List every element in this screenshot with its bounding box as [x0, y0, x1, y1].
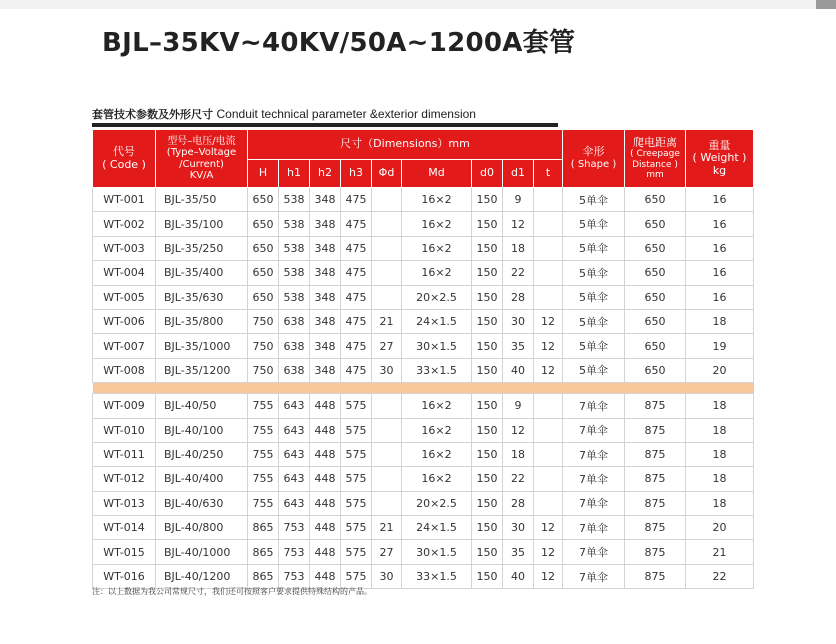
table-cell: 475: [341, 212, 372, 236]
table-cell: 448: [310, 418, 341, 442]
table-cell: 5单伞: [563, 358, 625, 382]
table-cell: 20×2.5: [402, 285, 472, 309]
table-cell: 475: [341, 285, 372, 309]
table-cell: BJL-35/630: [156, 285, 248, 309]
table-cell: BJL-35/400: [156, 261, 248, 285]
table-cell: [534, 418, 563, 442]
table-cell: 22: [686, 564, 754, 588]
table-cell: 30×1.5: [402, 334, 472, 358]
header-code: [93, 130, 156, 188]
table-cell: BJL-35/50: [156, 188, 248, 212]
table-cell: 150: [472, 261, 503, 285]
table-cell: 538: [279, 261, 310, 285]
table-cell: 650: [625, 236, 686, 260]
table-cell: BJL-40/50: [156, 394, 248, 418]
table-cell: 150: [472, 564, 503, 588]
table-cell: 150: [472, 540, 503, 564]
header-model-unit: KV/A: [189, 170, 214, 181]
table-cell: 150: [472, 491, 503, 515]
table-cell: 18: [503, 442, 534, 466]
table-cell: 19: [686, 334, 754, 358]
page-title: BJL–35KV~40KV/50A~1200A套管: [102, 28, 576, 58]
section-heading-cn: 套管技术参数及外形尺寸: [92, 108, 213, 121]
table-cell: 21: [686, 540, 754, 564]
table-cell: 865: [248, 516, 279, 540]
table-cell: 16×2: [402, 236, 472, 260]
table-cell: 475: [341, 236, 372, 260]
table-cell: WT-001: [93, 188, 156, 212]
table-cell: 150: [472, 358, 503, 382]
table-cell: BJL-40/800: [156, 516, 248, 540]
group-separator: [93, 383, 754, 394]
table-cell: 7单伞: [563, 394, 625, 418]
table-cell: 24×1.5: [402, 309, 472, 333]
header-creepage: [625, 130, 686, 188]
header-creepage-cn: 爬电距离: [633, 135, 677, 149]
header-code-cn: 代号: [113, 144, 135, 158]
table-cell: 30: [503, 309, 534, 333]
table-cell: 12: [534, 540, 563, 564]
table-cell: 865: [248, 540, 279, 564]
table-cell: 575: [341, 516, 372, 540]
table-row: [93, 358, 754, 382]
table-cell: 30: [372, 564, 402, 588]
table-cell: 875: [625, 516, 686, 540]
table-cell: 638: [279, 334, 310, 358]
table-row: [93, 467, 754, 491]
table-cell: 5单伞: [563, 261, 625, 285]
table-cell: 18: [686, 418, 754, 442]
table-cell: 755: [248, 418, 279, 442]
table-cell: WT-005: [93, 285, 156, 309]
table-cell: [534, 442, 563, 466]
table-cell: 30×1.5: [402, 540, 472, 564]
table-row: [93, 261, 754, 285]
section-heading: [92, 106, 476, 122]
table-cell: 12: [534, 334, 563, 358]
header-weight-cn: 重量: [708, 138, 731, 152]
table-cell: [534, 188, 563, 212]
header-md: Md: [402, 160, 472, 188]
table-cell: 750: [248, 309, 279, 333]
table-cell: 18: [686, 491, 754, 515]
header-d1: d1: [503, 160, 534, 188]
table-cell: 448: [310, 467, 341, 491]
table-cell: 12: [534, 309, 563, 333]
table-cell: 18: [686, 309, 754, 333]
table-cell: 18: [686, 467, 754, 491]
table-cell: 348: [310, 261, 341, 285]
table-cell: 348: [310, 212, 341, 236]
table-cell: BJL-40/250: [156, 442, 248, 466]
table-cell: 650: [248, 212, 279, 236]
table-cell: 475: [341, 334, 372, 358]
header-weight-unit: kg: [712, 163, 727, 177]
table-cell: 650: [625, 309, 686, 333]
table-cell: 33×1.5: [402, 564, 472, 588]
table-row: [93, 418, 754, 442]
table-cell: 16×2: [402, 394, 472, 418]
table-cell: 575: [341, 467, 372, 491]
table-cell: 575: [341, 442, 372, 466]
table-row: [93, 212, 754, 236]
table-cell: 348: [310, 309, 341, 333]
table-row: [93, 285, 754, 309]
table-cell: 875: [625, 540, 686, 564]
table-cell: 16×2: [402, 212, 472, 236]
table-cell: 448: [310, 564, 341, 588]
header-h2: h2: [310, 160, 341, 188]
table-cell: BJL-35/1000: [156, 334, 248, 358]
table-cell: [372, 467, 402, 491]
table-cell: 12: [503, 418, 534, 442]
table-cell: 575: [341, 540, 372, 564]
table-cell: 7单伞: [563, 418, 625, 442]
table-cell: WT-004: [93, 261, 156, 285]
table-cell: WT-011: [93, 442, 156, 466]
header-creepage-unit: mm: [646, 169, 664, 180]
table-cell: 650: [625, 261, 686, 285]
table-cell: WT-014: [93, 516, 156, 540]
table-cell: 638: [279, 358, 310, 382]
table-cell: WT-009: [93, 394, 156, 418]
table-cell: 16×2: [402, 188, 472, 212]
table-cell: 643: [279, 467, 310, 491]
table-cell: 755: [248, 394, 279, 418]
table-cell: 24×1.5: [402, 516, 472, 540]
header-shape: [563, 130, 625, 188]
table-cell: 650: [625, 188, 686, 212]
table-cell: 575: [341, 418, 372, 442]
header-phi-d: Φd: [372, 160, 402, 188]
table-cell: 5单伞: [563, 212, 625, 236]
table-cell: 753: [279, 540, 310, 564]
header-shape-en: ( Shape ): [570, 159, 617, 171]
table-cell: 5单伞: [563, 188, 625, 212]
table-cell: 7单伞: [563, 491, 625, 515]
table-cell: [534, 261, 563, 285]
header-h1: h1: [279, 160, 310, 188]
table-cell: 650: [248, 188, 279, 212]
table-cell: 475: [341, 358, 372, 382]
table-cell: 650: [248, 285, 279, 309]
table-cell: 650: [625, 334, 686, 358]
table-cell: 348: [310, 285, 341, 309]
table-cell: 5单伞: [563, 309, 625, 333]
table-cell: 22: [503, 467, 534, 491]
table-cell: 875: [625, 394, 686, 418]
table-cell: 21: [372, 309, 402, 333]
table-cell: 40: [503, 358, 534, 382]
table-cell: 755: [248, 467, 279, 491]
table-cell: WT-002: [93, 212, 156, 236]
table-cell: WT-008: [93, 358, 156, 382]
table-row: [93, 516, 754, 540]
table-cell: BJL-40/1000: [156, 540, 248, 564]
table-cell: WT-007: [93, 334, 156, 358]
table-cell: 28: [503, 285, 534, 309]
top-bar-corner: [816, 0, 836, 9]
table-cell: 348: [310, 358, 341, 382]
table-cell: 638: [279, 309, 310, 333]
table-cell: 150: [472, 334, 503, 358]
table-cell: 753: [279, 564, 310, 588]
table-cell: WT-003: [93, 236, 156, 260]
table-cell: 12: [534, 564, 563, 588]
table-cell: 7单伞: [563, 540, 625, 564]
table-cell: WT-006: [93, 309, 156, 333]
table-cell: 12: [503, 212, 534, 236]
table-cell: 16: [686, 285, 754, 309]
table-row: [93, 540, 754, 564]
table-body: [93, 188, 754, 589]
table-cell: 650: [248, 236, 279, 260]
table-cell: 875: [625, 418, 686, 442]
table-cell: 538: [279, 212, 310, 236]
table-cell: 16: [686, 236, 754, 260]
table-cell: 750: [248, 334, 279, 358]
table-cell: 35: [503, 540, 534, 564]
table-cell: 150: [472, 309, 503, 333]
table-cell: 18: [686, 442, 754, 466]
table-cell: 475: [341, 188, 372, 212]
table-row: [93, 334, 754, 358]
top-bar: [0, 0, 836, 9]
table-cell: 150: [472, 467, 503, 491]
table-cell: 35: [503, 334, 534, 358]
table-cell: 575: [341, 564, 372, 588]
table-cell: 753: [279, 516, 310, 540]
table-cell: WT-012: [93, 467, 156, 491]
table-cell: 643: [279, 442, 310, 466]
table-cell: 643: [279, 491, 310, 515]
table-cell: 5单伞: [563, 334, 625, 358]
table-row: [93, 236, 754, 260]
header-h3: h3: [341, 160, 372, 188]
table-cell: 7单伞: [563, 516, 625, 540]
table-cell: 28: [503, 491, 534, 515]
table-cell: [372, 418, 402, 442]
table-cell: [534, 212, 563, 236]
table-cell: 16×2: [402, 418, 472, 442]
table-cell: 755: [248, 491, 279, 515]
table-cell: 20: [686, 516, 754, 540]
table-cell: 538: [279, 285, 310, 309]
table-cell: 18: [503, 236, 534, 260]
table-cell: 30: [372, 358, 402, 382]
parameter-table: [92, 129, 754, 589]
table-cell: [534, 467, 563, 491]
table-cell: 16×2: [402, 442, 472, 466]
table-row: [93, 309, 754, 333]
table-cell: 12: [534, 516, 563, 540]
header-model: [156, 130, 248, 188]
table-cell: BJL-40/1200: [156, 564, 248, 588]
header-weight-en: ( Weight ): [692, 151, 747, 165]
header-model-en: (Type–Voltage: [166, 147, 237, 158]
header-H: H: [248, 160, 279, 188]
table-cell: 18: [686, 394, 754, 418]
table-cell: 448: [310, 442, 341, 466]
table-cell: 538: [279, 188, 310, 212]
table-cell: [372, 491, 402, 515]
header-model-cn: 型号–电压/电流: [167, 135, 236, 147]
table-cell: 7单伞: [563, 467, 625, 491]
table-cell: 448: [310, 491, 341, 515]
table-cell: [534, 236, 563, 260]
table-cell: 538: [279, 236, 310, 260]
table-cell: 150: [472, 188, 503, 212]
footnote: 注：以上数据为我公司常规尺寸，我们还可按照客户要求提供特殊结构的产品。: [92, 587, 372, 596]
table-cell: 12: [534, 358, 563, 382]
table-cell: BJL-35/100: [156, 212, 248, 236]
header-code-en: ( Code ): [102, 157, 146, 171]
table-cell: 348: [310, 188, 341, 212]
table-cell: WT-013: [93, 491, 156, 515]
table-cell: 150: [472, 212, 503, 236]
section-heading-en: Conduit technical parameter &exterior dimension: [216, 107, 476, 121]
table-cell: 27: [372, 334, 402, 358]
table-cell: 875: [625, 564, 686, 588]
header-row-1: [93, 130, 754, 160]
table-cell: BJL-35/800: [156, 309, 248, 333]
table-cell: 448: [310, 516, 341, 540]
table-cell: [372, 285, 402, 309]
table-row: [93, 442, 754, 466]
table-cell: 20: [686, 358, 754, 382]
table-cell: 16×2: [402, 467, 472, 491]
header-shape-cn: 伞形: [582, 145, 605, 159]
table-cell: 650: [625, 285, 686, 309]
table-cell: WT-016: [93, 564, 156, 588]
table-cell: 7单伞: [563, 442, 625, 466]
header-dimensions: 尺寸（Dimensions）mm: [248, 130, 563, 160]
table-cell: 150: [472, 236, 503, 260]
table-cell: [534, 285, 563, 309]
table-cell: 20×2.5: [402, 491, 472, 515]
table-cell: [534, 491, 563, 515]
table-cell: 755: [248, 442, 279, 466]
table-cell: 643: [279, 418, 310, 442]
table-cell: [372, 394, 402, 418]
table-cell: 150: [472, 285, 503, 309]
table-cell: BJL-35/1200: [156, 358, 248, 382]
table-cell: 30: [503, 516, 534, 540]
table-cell: 448: [310, 540, 341, 564]
table-cell: 16: [686, 212, 754, 236]
table-cell: 16: [686, 188, 754, 212]
table-cell: 150: [472, 516, 503, 540]
table-cell: 750: [248, 358, 279, 382]
table-cell: 448: [310, 394, 341, 418]
table-cell: 650: [248, 261, 279, 285]
table-cell: 643: [279, 394, 310, 418]
table-cell: BJL-40/630: [156, 491, 248, 515]
table-cell: 150: [472, 442, 503, 466]
table-cell: BJL-40/100: [156, 418, 248, 442]
header-creepage-en2: Distance ): [632, 159, 678, 170]
header-weight: [686, 130, 754, 188]
table-cell: 27: [372, 540, 402, 564]
table-cell: BJL-35/250: [156, 236, 248, 260]
table-cell: 5单伞: [563, 285, 625, 309]
table-cell: 650: [625, 212, 686, 236]
table-cell: 575: [341, 394, 372, 418]
table-cell: [372, 212, 402, 236]
table-cell: 875: [625, 442, 686, 466]
heading-rule: [92, 123, 558, 127]
table-cell: 150: [472, 394, 503, 418]
table-cell: [372, 236, 402, 260]
table-cell: 348: [310, 334, 341, 358]
table-row: [93, 188, 754, 212]
table-cell: 16: [686, 261, 754, 285]
table-cell: 875: [625, 467, 686, 491]
table-cell: 16×2: [402, 261, 472, 285]
table-cell: [372, 188, 402, 212]
header-creepage-en: ( Creepage: [630, 149, 680, 160]
table-row: [93, 491, 754, 515]
table-cell: 650: [625, 358, 686, 382]
header-model-en2: /Current): [179, 158, 224, 170]
table-cell: 9: [503, 188, 534, 212]
table-cell: BJL-40/400: [156, 467, 248, 491]
table-cell: [372, 261, 402, 285]
table-cell: [372, 442, 402, 466]
header-t: t: [534, 160, 563, 188]
table-cell: 475: [341, 261, 372, 285]
table-cell: 475: [341, 309, 372, 333]
table-cell: 33×1.5: [402, 358, 472, 382]
table-row: [93, 394, 754, 418]
header-d0: d0: [472, 160, 503, 188]
table-cell: 875: [625, 491, 686, 515]
table-cell: 21: [372, 516, 402, 540]
table-cell: WT-015: [93, 540, 156, 564]
table-cell: 40: [503, 564, 534, 588]
separator-band: [93, 383, 754, 394]
table-cell: 575: [341, 491, 372, 515]
table-cell: [534, 394, 563, 418]
table-cell: 9: [503, 394, 534, 418]
table-cell: 22: [503, 261, 534, 285]
table-cell: 150: [472, 418, 503, 442]
table-cell: 7单伞: [563, 564, 625, 588]
table-cell: 865: [248, 564, 279, 588]
table-cell: 5单伞: [563, 236, 625, 260]
table-cell: 348: [310, 236, 341, 260]
table-cell: WT-010: [93, 418, 156, 442]
